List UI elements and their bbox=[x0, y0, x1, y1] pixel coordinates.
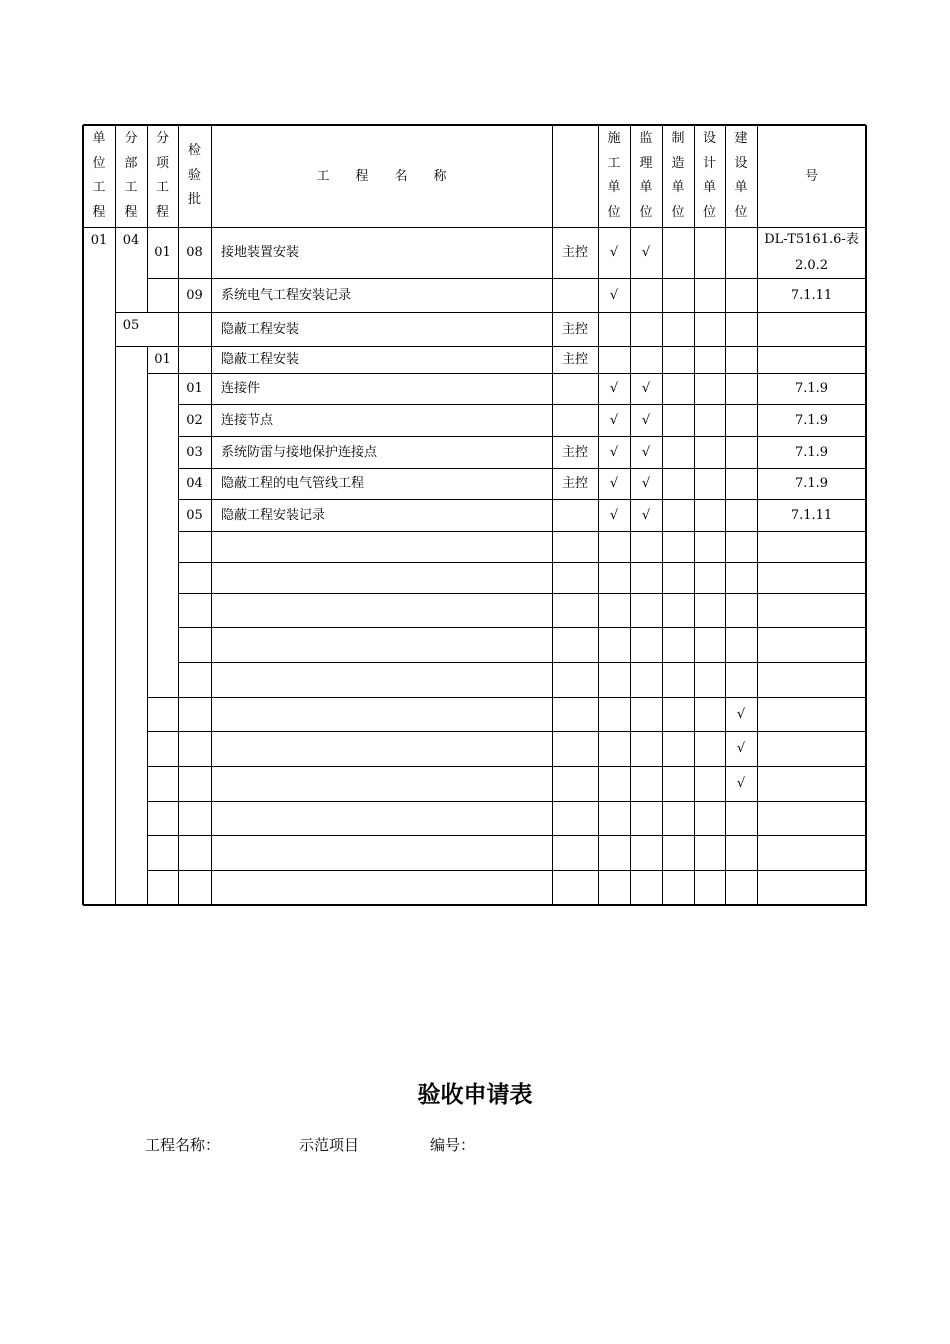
header-unit-project bbox=[83, 127, 115, 225]
control-type-cell: 主控 bbox=[561, 245, 588, 260]
sub-project-code: 05 bbox=[122, 317, 140, 333]
project-name-cell: 连接件 bbox=[221, 381, 261, 396]
check-mark: √ bbox=[641, 507, 651, 523]
project-name-cell: 隐蔽工程安装 bbox=[221, 321, 300, 337]
header-item-project-char: 项 bbox=[155, 155, 169, 171]
header-sub-project-char: 程 bbox=[124, 204, 138, 220]
inspection-lot-code: 04 bbox=[186, 476, 203, 491]
header-sub-project-char: 工 bbox=[124, 180, 138, 195]
sub-project-code: 04 bbox=[122, 232, 140, 248]
inspection-lot-code: 09 bbox=[186, 287, 203, 303]
project-name-cell: 系统防雷与接地保护连接点 bbox=[221, 444, 378, 460]
check-mark: √ bbox=[736, 706, 746, 722]
check-mark: √ bbox=[641, 381, 651, 396]
table-rule bbox=[178, 593, 866, 594]
table-rule bbox=[83, 904, 866, 906]
header-inspection-lot-char: 检 bbox=[187, 143, 201, 159]
check-mark: √ bbox=[736, 776, 746, 791]
check-mark: √ bbox=[609, 381, 619, 396]
header-item-project-char: 程 bbox=[155, 204, 169, 220]
header-sub-project-char: 分 bbox=[124, 131, 138, 146]
project-name-label: 工程名称： bbox=[145, 1136, 221, 1154]
check-mark: √ bbox=[609, 245, 619, 260]
project-name-cell: 接地装置安装 bbox=[221, 245, 300, 260]
check-mark: √ bbox=[609, 287, 619, 303]
header-manufacture-unit-char: 位 bbox=[671, 204, 685, 220]
check-mark: √ bbox=[641, 412, 651, 428]
table-rule bbox=[694, 125, 695, 905]
table-rule bbox=[178, 227, 179, 905]
header-supervision-unit-char: 监 bbox=[639, 131, 653, 146]
ref-number-line1: DL-T5161.6-表 bbox=[764, 232, 859, 247]
ref-number-cell: 7.1.11 bbox=[790, 287, 833, 303]
table-rule bbox=[178, 662, 866, 663]
header-construction-unit-char: 施 bbox=[607, 131, 621, 146]
header-inspection-lot-char: 验 bbox=[187, 167, 201, 183]
ref-number-cell: 7.1.9 bbox=[794, 412, 829, 428]
header-manufacture-unit-char: 单 bbox=[671, 180, 685, 195]
header-owner-unit-char: 设 bbox=[734, 155, 748, 171]
check-mark: √ bbox=[641, 444, 651, 460]
table-rule bbox=[178, 627, 866, 628]
inspection-lot-code: 01 bbox=[186, 381, 203, 396]
header-unit-project-char: 位 bbox=[92, 155, 106, 171]
inspection-lot-code: 08 bbox=[186, 245, 203, 260]
check-mark: √ bbox=[609, 507, 619, 523]
header-supervision-unit-char: 理 bbox=[639, 155, 653, 171]
header-unit-project-char: 单 bbox=[92, 131, 106, 146]
check-mark: √ bbox=[609, 444, 619, 460]
ref-number-cell: 7.1.9 bbox=[794, 381, 829, 396]
item-project-code: 01 bbox=[154, 245, 171, 260]
header-supervision-unit bbox=[630, 127, 662, 225]
check-mark: √ bbox=[641, 476, 651, 491]
form-title: 验收申请表 bbox=[417, 1082, 533, 1108]
check-mark: √ bbox=[609, 476, 619, 491]
number-label: 编号： bbox=[430, 1136, 476, 1154]
header-design-unit-char: 位 bbox=[702, 204, 716, 220]
table-rule bbox=[147, 801, 866, 802]
ref-number-cell: 7.1.11 bbox=[790, 507, 833, 523]
header-item-project-char: 工 bbox=[155, 180, 169, 195]
table-rule bbox=[147, 870, 866, 871]
table-rule bbox=[147, 346, 148, 905]
ref-number-cell: 7.1.9 bbox=[794, 444, 829, 460]
header-supervision-unit-char: 单 bbox=[639, 180, 653, 195]
ref-number-line2: 2.0.2 bbox=[794, 258, 829, 273]
header-item-project bbox=[147, 127, 178, 225]
ref-number-cell bbox=[757, 227, 866, 279]
inspection-lot-code: 02 bbox=[186, 412, 203, 428]
table-rule bbox=[147, 766, 866, 767]
header-owner-unit-char: 单 bbox=[734, 180, 748, 195]
inspection-lot-code: 03 bbox=[186, 444, 203, 460]
header-design-unit-char: 单 bbox=[702, 180, 716, 195]
header-inspection-lot bbox=[178, 139, 211, 213]
project-name-value: 示范项目 bbox=[299, 1136, 360, 1154]
control-type-cell: 主控 bbox=[561, 476, 588, 491]
header-manufacture-unit-char: 制 bbox=[671, 131, 685, 146]
header-design-unit-char: 设 bbox=[702, 131, 716, 146]
item-project-code: 01 bbox=[154, 352, 171, 367]
table-rule bbox=[147, 835, 866, 836]
header-sub-project-char: 部 bbox=[124, 155, 138, 171]
table-rule bbox=[178, 562, 866, 563]
control-type-cell: 主控 bbox=[561, 352, 588, 367]
project-name-cell: 连接节点 bbox=[221, 412, 274, 428]
header-owner-unit-char: 建 bbox=[734, 131, 748, 146]
header-owner-unit-char: 位 bbox=[734, 204, 748, 220]
table-rule bbox=[147, 731, 866, 732]
header-sub-project bbox=[115, 127, 147, 225]
header-construction-unit-char: 单 bbox=[607, 180, 621, 195]
header-design-unit bbox=[694, 127, 725, 225]
header-supervision-unit-char: 位 bbox=[639, 204, 653, 220]
header-project-name: 工 程 名 称 bbox=[316, 168, 447, 184]
check-mark: √ bbox=[641, 245, 651, 260]
header-construction-unit-char: 位 bbox=[607, 204, 621, 220]
project-name-cell: 隐蔽工程安装记录 bbox=[221, 507, 326, 523]
header-construction-unit bbox=[598, 127, 630, 225]
header-unit-project-char: 程 bbox=[92, 204, 106, 220]
check-mark: √ bbox=[736, 741, 746, 756]
header-owner-unit bbox=[725, 127, 757, 225]
header-design-unit-char: 计 bbox=[702, 155, 716, 171]
header-ref-number: 号 bbox=[804, 168, 818, 184]
control-type-cell: 主控 bbox=[561, 321, 588, 337]
unit-project-code: 01 bbox=[90, 232, 108, 248]
header-construction-unit-char: 工 bbox=[607, 155, 621, 171]
project-name-cell: 隐蔽工程安装 bbox=[221, 352, 300, 367]
project-name-cell: 系统电气工程安装记录 bbox=[221, 287, 352, 303]
inspection-lot-code: 05 bbox=[186, 507, 203, 523]
header-manufacture-unit-char: 造 bbox=[671, 155, 685, 171]
check-mark: √ bbox=[609, 412, 619, 428]
header-unit-project-char: 工 bbox=[92, 180, 106, 195]
table-rule bbox=[147, 697, 866, 698]
control-type-cell: 主控 bbox=[561, 444, 588, 460]
header-inspection-lot-char: 批 bbox=[187, 192, 201, 208]
header-item-project-char: 分 bbox=[155, 131, 169, 146]
project-name-cell: 隐蔽工程的电气管线工程 bbox=[221, 476, 365, 491]
header-manufacture-unit bbox=[662, 127, 694, 225]
ref-number-cell: 7.1.9 bbox=[794, 476, 829, 491]
